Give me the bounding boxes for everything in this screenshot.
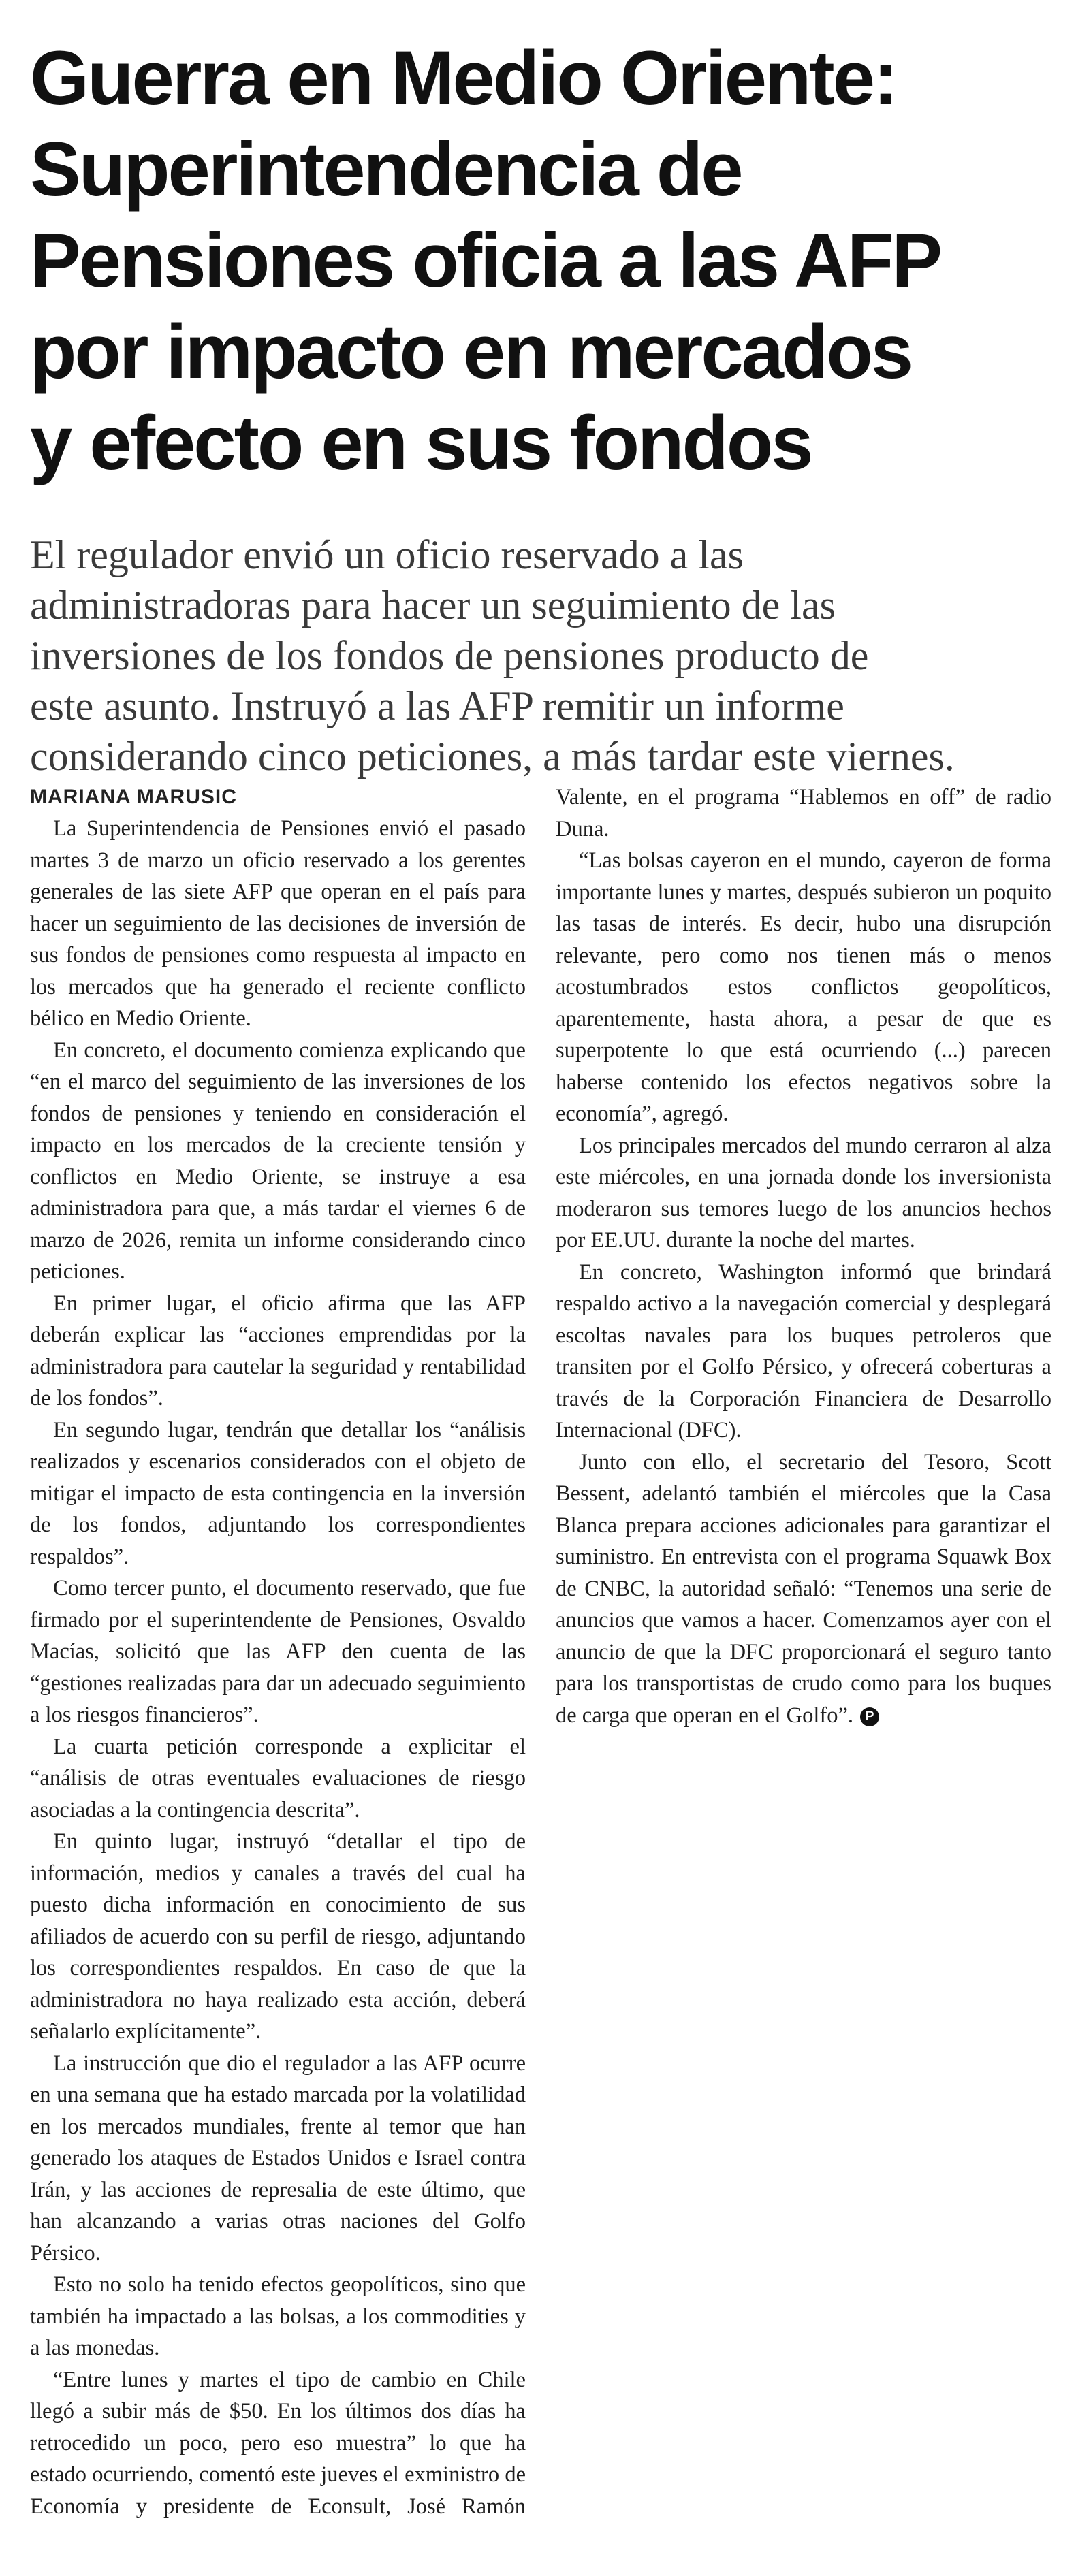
body-paragraph: Los principales mercados del mundo cerraron al alza este miércoles, en una jornada donde los inversionista moderaron sus temores luego de los anuncios hechos por EE.UU. durante la noche del martes. — [556, 1133, 1051, 1253]
body-paragraph: “Entre lunes y martes el tipo de cambio en Chile llegó a subir más de $50. En los últimos dos días ha retrocedido un poco, pero eso muestra” lo que ha estado ocurriendo, comentó este jueves el exministro de Economía y presidente de Econsult, José Ramón Valente, en el programa “Hablemos en off” de radio Duna. — [30, 785, 1051, 2519]
body-paragraph: En concreto, Washington informó que brindará respaldo activo a la navegación comercial y desplegará escoltas navales para los buques petroleros que transiten por el Golfo Pérsico, y ofrecerá coberturas a través de la Corporación Financiera de Desarrollo Internacional (DFC). — [556, 1259, 1051, 1443]
body-paragraph: En quinto lugar, instruyó “detallar el tipo de información, medios y canales a través del cual ha puesto dicha información en conocimiento de sus afiliados de acuerdo con su perfil de riesgo, adjuntando los correspondientes respaldos. En caso de que la administradora no haya realizado esta acción, deberá señalarlo explícitamente”. — [30, 1829, 526, 2044]
body-paragraph: La instrucción que dio el regulador a las AFP ocurre en una semana que ha estado marcada por la volatilidad en los mercados mundiales, frente al temor que han generado los ataques de Estados Unidos e Israel contra Irán, y las acciones de represalia de este último, que han alcanzando a varias otras naciones del Golfo Pérsico. — [30, 2050, 526, 2266]
body-paragraph: La Superintendencia de Pensiones envió el pasado martes 3 de marzo un oficio reservado a los gerentes generales de las siete AFP que operan en el país para hacer un seguimiento de las decisiones de inversión de sus fondos de pensiones como respuesta al impacto en los mercados que ha generado el reciente conflicto bélico en Medio Oriente. — [30, 816, 526, 1031]
body-paragraph: Como tercer punto, el documento reservado, que fue firmado por el superintendente de Pensiones, Osvaldo Macías, solicitó que las AFP den cuenta de las “gestiones realizadas para dar un adecuado seguimiento a los riesgos financieros”. — [30, 1576, 526, 1727]
last-paragraph — [556, 1447, 1051, 1732]
body-paragraph: En segundo lugar, tendrán que detallar los “análisis realizados y escenarios considerados con el objeto de mitigar el impacto de esta contingencia en la inversión de los fondos, adjuntando los correspondientes respaldos”. — [30, 1417, 526, 1569]
deck: El regulador envió un oficio reservado a las administradoras para hacer un seguimiento de las inversiones de los fondos de pensiones producto de este asunto. Instruyó a las AFP remitir un informe considerando cinco peticiones, a más tardar este viernes. — [30, 532, 955, 779]
body-paragraph: La cuarta petición corresponde a explicitar el “análisis de otras eventuales evaluaciones de riesgo asociadas a la contingencia descrita”. — [30, 1734, 526, 1822]
body-paragraph: Esto no solo ha tenido efectos geopolíticos, sino que también ha impactado a las bolsas, a los commodities y a las monedas. — [30, 2272, 526, 2360]
body-paragraph: En primer lugar, el oficio afirma que las AFP deberán explicar las “acciones emprendidas por la administradora para cautelar la seguridad y rentabilidad de los fondos”. — [30, 1291, 526, 1411]
byline: MARIANA MARUSIC — [30, 786, 237, 808]
body-paragraph: “Las bolsas cayeron en el mundo, cayeron de forma importante lunes y martes, después subieron un poquito las tasas de interés. Es decir, hubo una disrupción relevante, pero como nos tienen más o menos acostumbrados estos conflictos geopolíticos, aparentemente, hasta ahora, a pesar de que es superpotente lo que está ocurriendo (...) parecen haberse contenido los efectos negativos sobre la economía”, agregó. — [556, 848, 1051, 1126]
headline: Guerra en Medio Oriente: Superintendencia de Pensiones oficia a las AFP por impacto en mercados y efecto en sus fondos — [30, 35, 941, 485]
article-body — [30, 782, 1051, 2565]
last-paragraph-text: Junto con ello, el secretario del Tesoro, Scott Bessent, adelantó también el miércoles que la Casa Blanca prepara acciones adicionales para garantizar el suministro. En entrevista con el programa Squawk Box de CNBC, la autoridad señaló: “Tenemos una serie de anuncios que vamos a hacer. Comenzamos ayer con el anuncio de que la DFC proporcionará el seguro tanto para los transportistas de crudo como para los buques de carga que operan en el Golfo”. — [556, 1449, 1051, 1728]
end-mark-icon: P — [860, 1707, 879, 1726]
article — [30, 33, 1051, 2519]
body-paragraph: En concreto, el documento comienza explicando que “en el marco del seguimiento de las inversiones de los fondos de pensiones y teniendo en consideración el impacto en los mercados de la creciente tensión y conflictos en Medio Oriente, se instruye a esa administradora para que, a más tardar el viernes 6 de marzo de 2026, remita un informe considerando cinco peticiones. — [30, 1037, 526, 1284]
